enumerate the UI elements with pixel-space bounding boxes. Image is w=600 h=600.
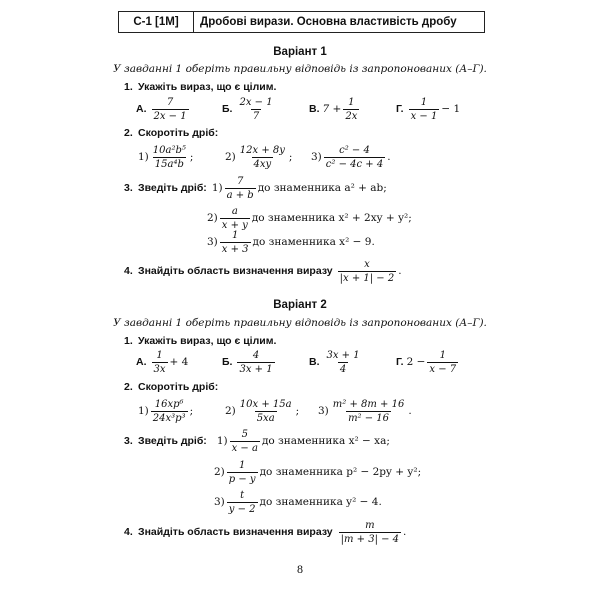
v2-task-3-row-1: 3. Зведіть дріб: 1) $\frac{5}{x - a}$ до знаменника x² − xa; xyxy=(124,428,390,454)
v1-t3-fraction-3: $\frac{1}{x + 3}$ xyxy=(221,229,249,255)
v1-task-3-row-2: 2) $\frac{a}{x + y}$ до знаменника x² + 2xy + y²; xyxy=(207,205,412,231)
v1-t2-fraction-3: $\frac{\text{c² − 4}}{\text{c² − 4c + 4}}$ xyxy=(325,144,384,170)
v1-t4-fraction: $\frac{x}{|x + 1| - 2}$ xyxy=(339,258,395,284)
v1-opt-d-fraction: $\frac{1}{x - 1}$ xyxy=(410,96,438,122)
v1-task-1: 1. Укажіть вираз, що є цілим. xyxy=(124,81,277,93)
variant-2-title: Варіант 2 xyxy=(273,299,327,311)
v1-t2-fraction-2: $\frac{12x + 8y}{4xy}$ xyxy=(239,144,285,170)
v1-task-3-row-3: 3) $\frac{1}{x + 3}$ до знаменника x² − 9. xyxy=(207,229,375,255)
v2-task-1-option-a: А. $\frac{1}{3x}$ + 4 xyxy=(136,349,189,375)
v1-opt-b-fraction: $\frac{2x - 1}{7}$ xyxy=(239,96,273,122)
v1-task-3-row-1: 3. Зведіть дріб: 1) $\frac{7}{a + b}$ до знаменника a² + ab; xyxy=(124,175,387,201)
v2-t3-fraction-2: $\frac{1}{p - y}$ xyxy=(228,459,256,485)
v1-task-4: 4. Знайдіть область визначення виразу $\frac{x}{|x + 1| - 2}$ . xyxy=(124,258,402,284)
v1-task-1-option-b: Б. $\frac{2x - 1}{7}$ xyxy=(222,96,273,122)
worksheet-code: С-1 [1М] xyxy=(119,12,194,32)
v2-task-1-option-b: Б. $\frac{4}{3x + 1}$ xyxy=(222,349,273,375)
v2-task-3-row-3: 3) $\frac{t}{y - 2}$ до знаменника y² − 4. xyxy=(214,489,382,515)
worksheet-title: Дробові вирази. Основна властивість дробу xyxy=(200,16,457,28)
v1-t3-fraction-2: $\frac{a}{x + y}$ xyxy=(221,205,248,231)
v2-opt-b-fraction: $\frac{4}{3x + 1}$ xyxy=(239,349,273,375)
v1-task-1-options: А. $\frac{7}{2x - 1}$ xyxy=(136,96,187,122)
v2-task-3-row-2: 2) $\frac{1}{p - y}$ до знаменника p² − 2py + y²; xyxy=(214,459,422,485)
v2-t2-fraction-1: $\frac{\text{16xp⁶}}{\text{24x³p³}}$ xyxy=(152,398,186,424)
v1-t3-fraction-1: $\frac{7}{a + b}$ xyxy=(226,175,254,201)
v1-task-2-item-2: 2) $\frac{12x + 8y}{4xy}$ ; xyxy=(225,144,293,170)
v2-opt-a-fraction: $\frac{1}{3x}$ xyxy=(153,349,166,375)
v2-t2-fraction-2: $\frac{10x + 15a}{5xa}$ xyxy=(239,398,292,424)
v2-task-2-item-2: 2) $\frac{10x + 15a}{5xa}$ ; xyxy=(225,398,300,424)
v1-task-1-option-d: Г. $\frac{1}{x - 1}$ − 1 xyxy=(396,96,461,122)
variant-2-instruction: У завданні 1 оберіть правильну відповідь із запропонованих (А–Г). xyxy=(113,317,487,329)
variant-1-title: Варіант 1 xyxy=(273,46,327,58)
v2-t4-fraction: $\frac{m}{|m + 3| - 4}$ xyxy=(340,519,400,545)
worksheet-header xyxy=(118,11,485,33)
v2-task-1-option-c: В. $\frac{3x + 1}{4}$ xyxy=(309,349,360,375)
v2-t3-fraction-3: $\frac{t}{y - 2}$ xyxy=(228,489,256,515)
page-number: 8 xyxy=(297,562,303,576)
variant-1-instruction: У завданні 1 оберіть правильну відповідь із запропонованих (А–Г). xyxy=(113,63,487,75)
v1-task-1-option-c: В. 7 + $\frac{1}{2x}$ xyxy=(309,96,358,122)
v2-task-2: 2. Скоротіть дріб: xyxy=(124,381,219,393)
v2-task-2-item-1: 1) $\frac{\text{16xp⁶}}{\text{24x³p³}}$ ; xyxy=(138,398,194,424)
v1-opt-a-fraction: $\frac{7}{2x - 1}$ xyxy=(153,96,187,122)
v2-task-2-item-3: 3) $\frac{\text{m² + 8m + 16}}{\text{m² − 16}}$ . xyxy=(318,398,412,424)
v2-task-1-option-d: Г. 2 − $\frac{1}{x - 7}$ xyxy=(396,349,457,375)
v2-opt-d-fraction: $\frac{1}{x - 7}$ xyxy=(429,349,457,375)
v2-t3-fraction-1: $\frac{5}{x - a}$ xyxy=(231,428,258,454)
v1-opt-c-fraction: $\frac{1}{2x}$ xyxy=(345,96,358,122)
v1-t2-fraction-1: $\frac{\text{10a²b⁵}}{\text{15a⁴b}}$ xyxy=(152,144,186,170)
v1-task-2: 2. Скоротіть дріб: xyxy=(124,127,219,139)
v2-t2-fraction-3: $\frac{\text{m² + 8m + 16}}{\text{m² − 16}}$ xyxy=(332,398,405,424)
v1-task-2-item-1: 1) $\frac{\text{10a²b⁵}}{\text{15a⁴b}}$ ; xyxy=(138,144,194,170)
v2-task-1: 1. Укажіть вираз, що є цілим. xyxy=(124,335,277,347)
v2-task-4: 4. Знайдіть область визначення виразу $\frac{m}{|m + 3| - 4}$ . xyxy=(124,519,407,545)
v2-opt-c-fraction: $\frac{3x + 1}{4}$ xyxy=(326,349,360,375)
v1-task-2-item-3: 3) $\frac{\text{c² − 4}}{\text{c² − 4c + 4}}$ . xyxy=(311,144,391,170)
